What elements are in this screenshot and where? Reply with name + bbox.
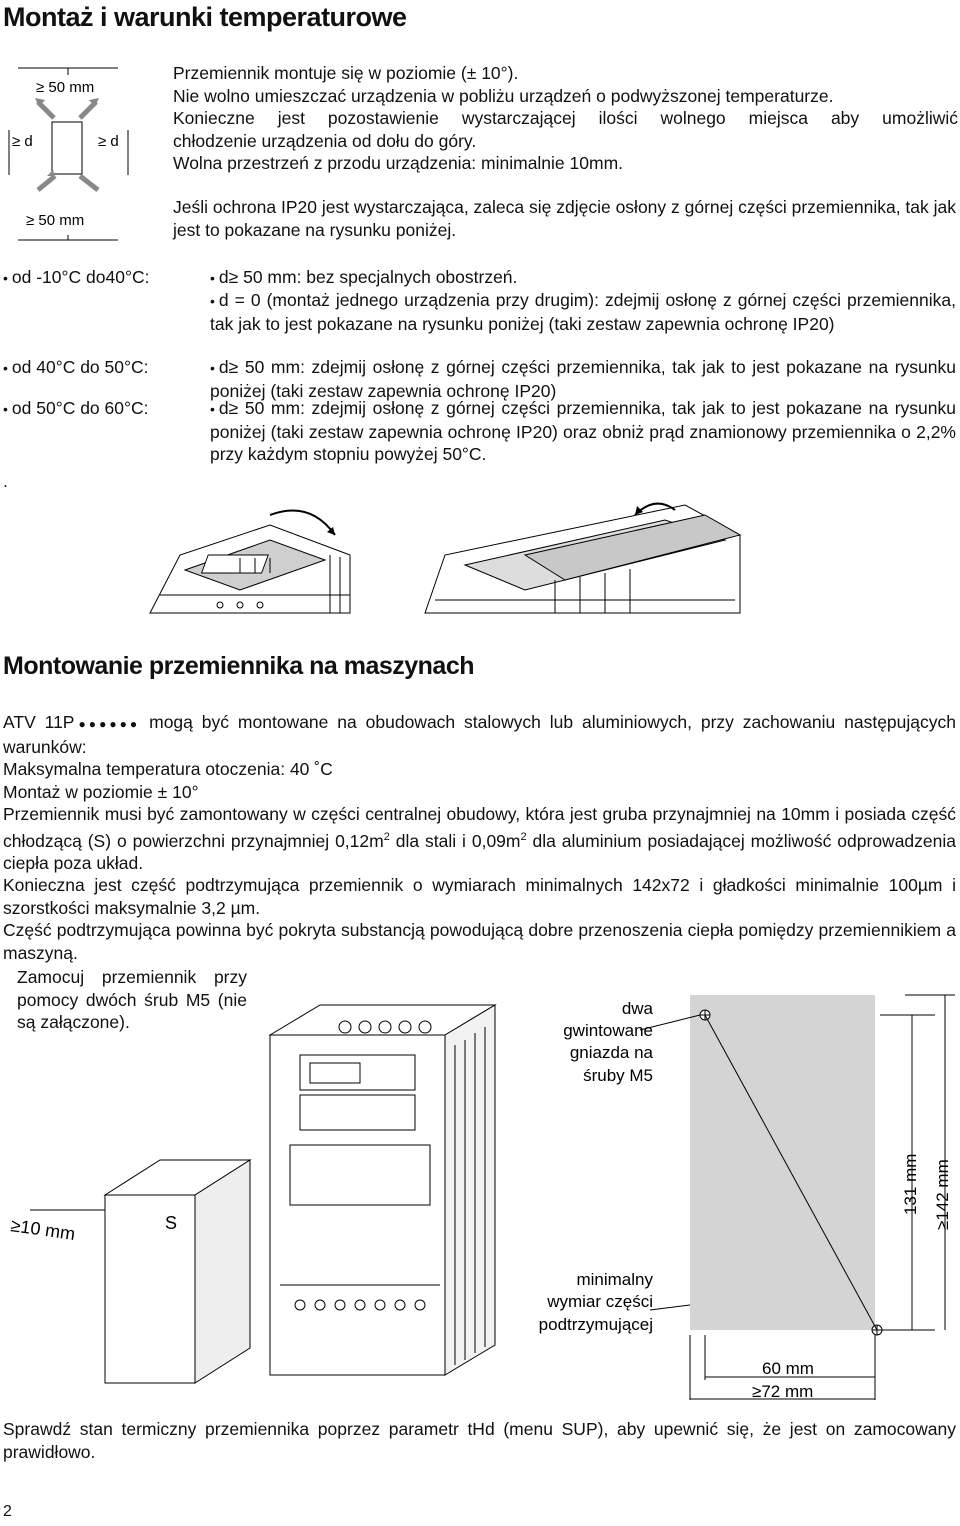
range-3-item-1: • d≥ 50 mm: zdejmij osłonę z górnej części przemiennika, tak jak to jest pokazane na rysunku poniżej (taki zestaw zapewnia ochronę IP20) oraz obniż prąd znamionowy przemiennika o 2,2% przy każdym stopniu powyżej 50°C.: [210, 398, 956, 464]
para-temp: Maksymalna temperatura otoczenia: 40 ˚C: [3, 759, 333, 779]
range-label-1: • od -10°C do40°C:: [3, 267, 150, 287]
para-coating: Część podtrzymująca powinna być pokryta substancją powodującą dobre przenoszenia ciepła pomiędzy przemiennikiem a maszyną.: [3, 920, 956, 963]
dim-142: ≥142 mm: [933, 1159, 952, 1230]
svg-text:gwintowane: gwintowane: [563, 1021, 653, 1040]
svg-text:minimalny: minimalny: [576, 1270, 653, 1289]
thermal-check-note: Sprawdź stan termiczny przemiennika poprzez parametr tHd (menu SUP), aby upewnić się, że jest on zamocowany prawidłowo.: [3, 1419, 956, 1462]
svg-text:≥ d: ≥ d: [12, 133, 33, 150]
stray-dot: .: [3, 471, 8, 491]
clearance-bottom-label: ≥ 50 mm: [26, 212, 85, 229]
svg-text:podtrzymującej: podtrzymującej: [538, 1315, 653, 1334]
cover-removal-illustration-left: [150, 495, 380, 613]
cover-removal-illustration-right: [405, 495, 750, 613]
intro-text: Przemiennik montuje się w poziomie (± 10°). Nie wolno umieszczać urządzenia w pobliżu urządzeń o podwyższonej temperaturze. Konieczne jest pozostawienie wystarczającej ilości wolnego miejsca aby umożliwić chłodzenie urządzenia od dołu do góry. Wolna przestrzeń z przodu urządzenia: minimalnie 10mm.: [173, 63, 958, 173]
mounting-conditions: [3, 711, 956, 964]
svg-text:wymiar części: wymiar części: [547, 1292, 653, 1311]
s-label: S: [165, 1213, 178, 1233]
range-label-2: • od 40°C do 50°C:: [3, 357, 149, 377]
range-2-item-1: • d≥ 50 mm: zdejmij osłonę z górnej części przemiennika, tak jak to jest pokazane na rysunku poniżej (taki zestaw zapewnia ochronę IP20): [210, 357, 956, 401]
min-thickness-label: ≥10 mm: [9, 1215, 77, 1244]
svg-text:śruby M5: śruby M5: [583, 1066, 653, 1085]
dim-60: 60 mm: [762, 1359, 814, 1378]
range-1-item-2: • d = 0 (montaż jednego urządzenia przy drugim): zdejmij osłonę z górnej części przemiennika, tak jak to jest pokazane na rysunku poniżej (taki zestaw zapewnia ochronę IP20): [210, 290, 956, 334]
para-center: Przemiennik musi być zamontowany w części centralnej obudowy, która jest gruba przynajmniej na 10mm i posiada część chłodzącą (S) o powierzchni przynajmniej $0,12m^2$ dla stali i $0,09m^2$ dla aluminium posiadającej możliwość odprowadzenia ciepła poza układ.: [3, 804, 956, 873]
range-1-item-1: • d≥ 50 mm: bez specjalnych obostrzeń.: [210, 267, 518, 287]
para-atv: ATV 11P●●●●●● mogą być montowane na obudowach stalowych lub aluminiowych, przy zachowaniu następujących warunków:: [3, 712, 957, 757]
section-title-montowanie: Montowanie przemiennika na maszynach: [3, 652, 475, 680]
dim-72: ≥72 mm: [752, 1382, 814, 1401]
range-label-3: • od 50°C do 60°C:: [3, 398, 149, 418]
mount-note: Zamocuj przemiennik przy pomocy dwóch śrub M5 (nie są załączone).: [17, 967, 247, 1032]
mounting-figure: [0, 985, 960, 1401]
page-number: 2: [3, 1503, 12, 1520]
svg-text:dwa: dwa: [621, 999, 653, 1018]
svg-text:gniazda na: gniazda na: [569, 1043, 653, 1062]
svg-text:≥ d: ≥ d: [98, 133, 119, 150]
support-plate: [690, 995, 875, 1330]
dim-131: 131 mm: [901, 1153, 920, 1215]
section-title-montaz: Montaż i warunki temperaturowe: [3, 2, 407, 32]
para-horizontal: Montaż w poziomie ± 10°: [3, 781, 199, 802]
clearance-top-label: ≥ 50 mm: [36, 79, 95, 96]
ip20-note: Jeśli ochrona IP20 jest wystarczająca, zaleca się zdjęcie osłony z górnej części przemiennika, tak jak jest to pokazane na rysunku poniżej.: [173, 197, 956, 240]
para-support: Konieczna jest część podtrzymująca przemiennik o wymiarach minimalnych 142x72 i gładkości minimalnie 100µm i szorstkości maksymalnie 3,2 µm.: [3, 875, 956, 918]
clearance-diagram: [0, 60, 150, 245]
